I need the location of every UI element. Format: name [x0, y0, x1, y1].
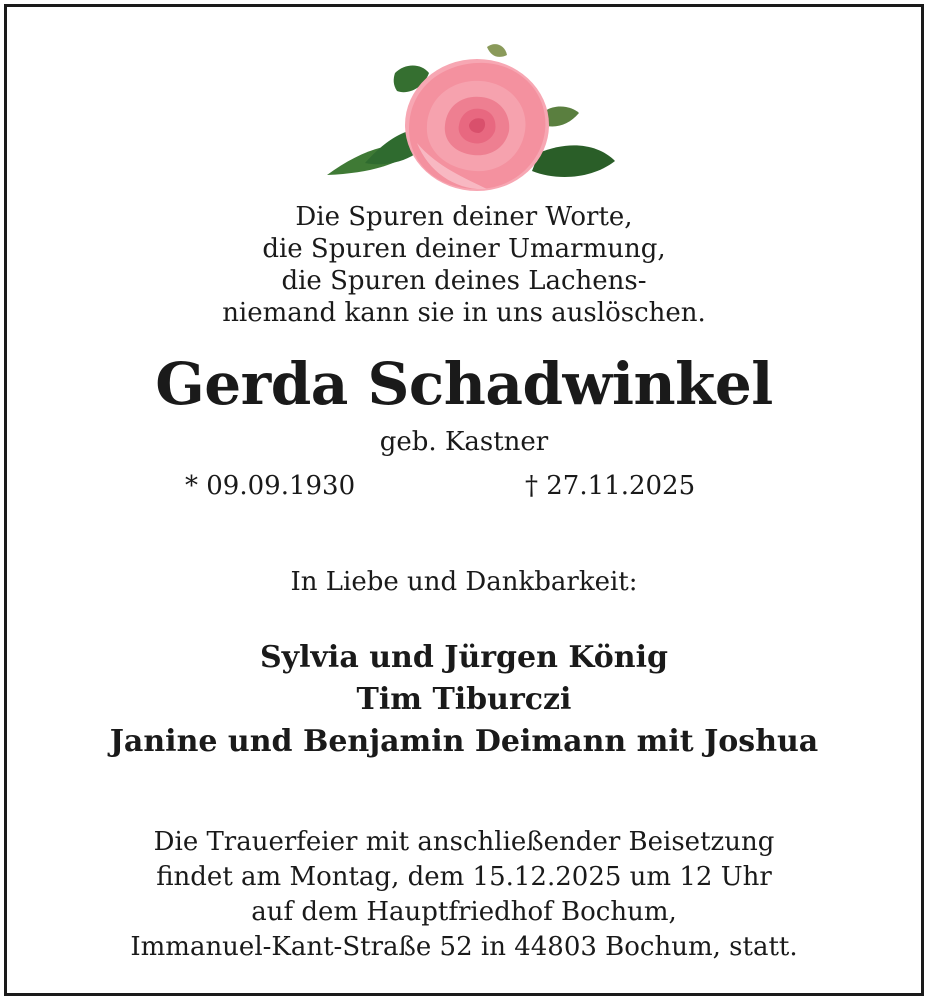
obituary-notice	[4, 4, 924, 996]
family-member: Janine und Benjamin Deimann mit Joshua	[109, 724, 819, 759]
service-line: auf dem Hauptfriedhof Bochum,	[251, 897, 677, 927]
poem-line: niemand kann sie in uns auslöschen.	[222, 298, 706, 328]
poem	[7, 201, 921, 329]
family-member: Tim Tiburczi	[356, 682, 572, 717]
funeral-service-info	[7, 825, 921, 965]
birth-date: * 09.09.1930	[185, 471, 356, 501]
deceased-name: Gerda Schadwinkel	[155, 350, 773, 418]
maiden-name: geb. Kastner	[379, 427, 549, 457]
service-line: Die Trauerfeier mit anschließender Beisetzung	[153, 827, 775, 857]
death-date: † 27.11.2025	[525, 471, 696, 501]
family-list	[7, 637, 921, 763]
poem-line: die Spuren deines Lachens-	[281, 266, 647, 296]
dedication-intro: In Liebe und Dankbarkeit:	[290, 567, 638, 597]
family-member: Sylvia und Jürgen König	[260, 640, 668, 675]
poem-line: die Spuren deiner Umarmung,	[262, 234, 666, 264]
poem-line: Die Spuren deiner Worte,	[295, 202, 633, 232]
service-line: Immanuel-Kant-Straße 52 in 44803 Bochum, statt.	[130, 932, 798, 962]
service-line: findet am Montag, dem 15.12.2025 um 12 Uhr	[156, 862, 772, 892]
rose-icon	[317, 33, 627, 203]
